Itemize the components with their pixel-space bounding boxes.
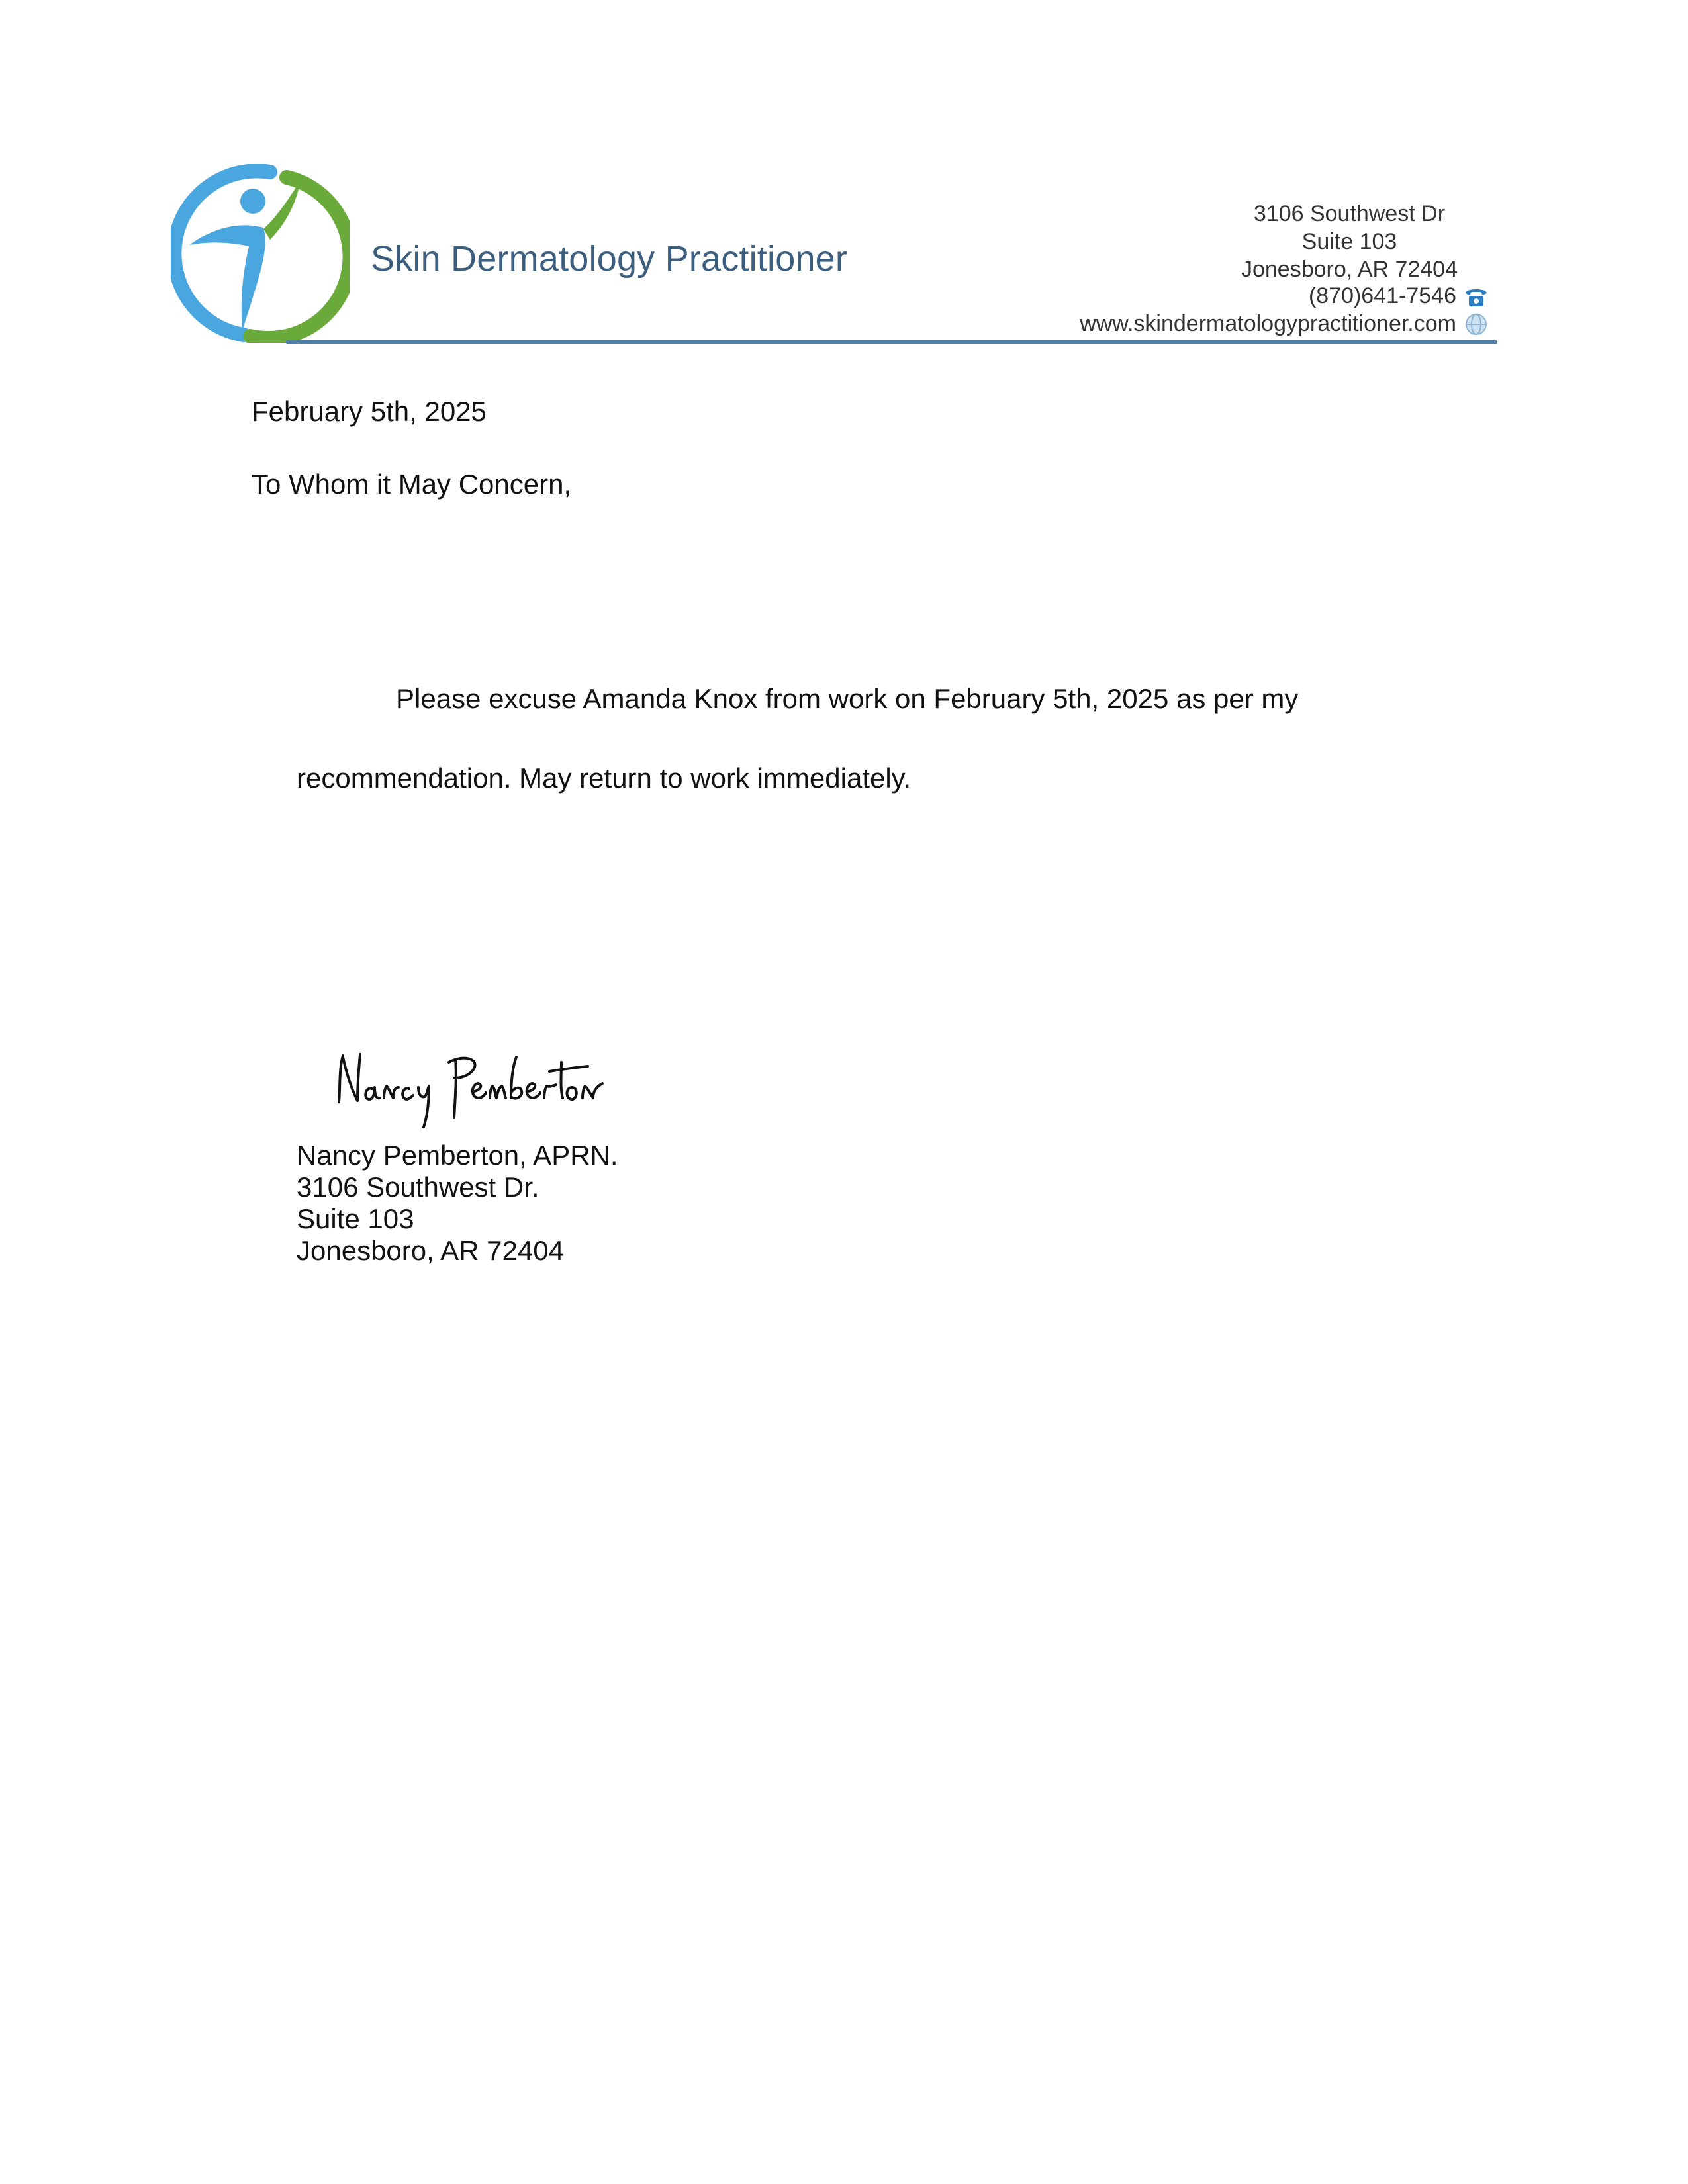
letter-date: February 5th, 2025: [252, 396, 487, 427]
signer-street: 3106 Southwest Dr.: [297, 1171, 539, 1203]
letterhead-divider: [286, 340, 1497, 344]
letter-salutation: To Whom it May Concern,: [252, 469, 572, 500]
telephone-icon: [1463, 284, 1489, 309]
practice-logo: [171, 164, 350, 343]
letterhead-city: Jonesboro, AR 72404: [1241, 257, 1458, 282]
letterhead-street: 3106 Southwest Dr: [1253, 201, 1446, 226]
phone-number: (870)641-7546: [1308, 283, 1456, 308]
figure-in-circle-logo-icon: [171, 164, 350, 343]
letterhead-address: [1241, 200, 1458, 283]
signer-city: Jonesboro, AR 72404: [297, 1235, 564, 1266]
letterhead-phone: [1309, 283, 1489, 309]
website-url: www.skindermatologypractitioner.com: [1080, 311, 1456, 336]
signer-suite: Suite 103: [297, 1203, 414, 1234]
letter-paragraph-line-1: Please excuse Amanda Knox from work on February 5th, 2025 as per my: [396, 683, 1299, 714]
letterhead-website: [1080, 311, 1489, 337]
letterhead-suite: Suite 103: [1301, 229, 1397, 254]
practice-name: Skin Dermatology Practitioner: [371, 239, 848, 279]
globe-icon: [1463, 312, 1489, 337]
letter-paragraph-line-2: recommendation. May return to work immediately.: [297, 762, 912, 794]
signature-block: [297, 1140, 618, 1267]
signer-name-title: Nancy Pemberton, APRN.: [297, 1140, 618, 1171]
handwritten-signature: [331, 1049, 616, 1135]
